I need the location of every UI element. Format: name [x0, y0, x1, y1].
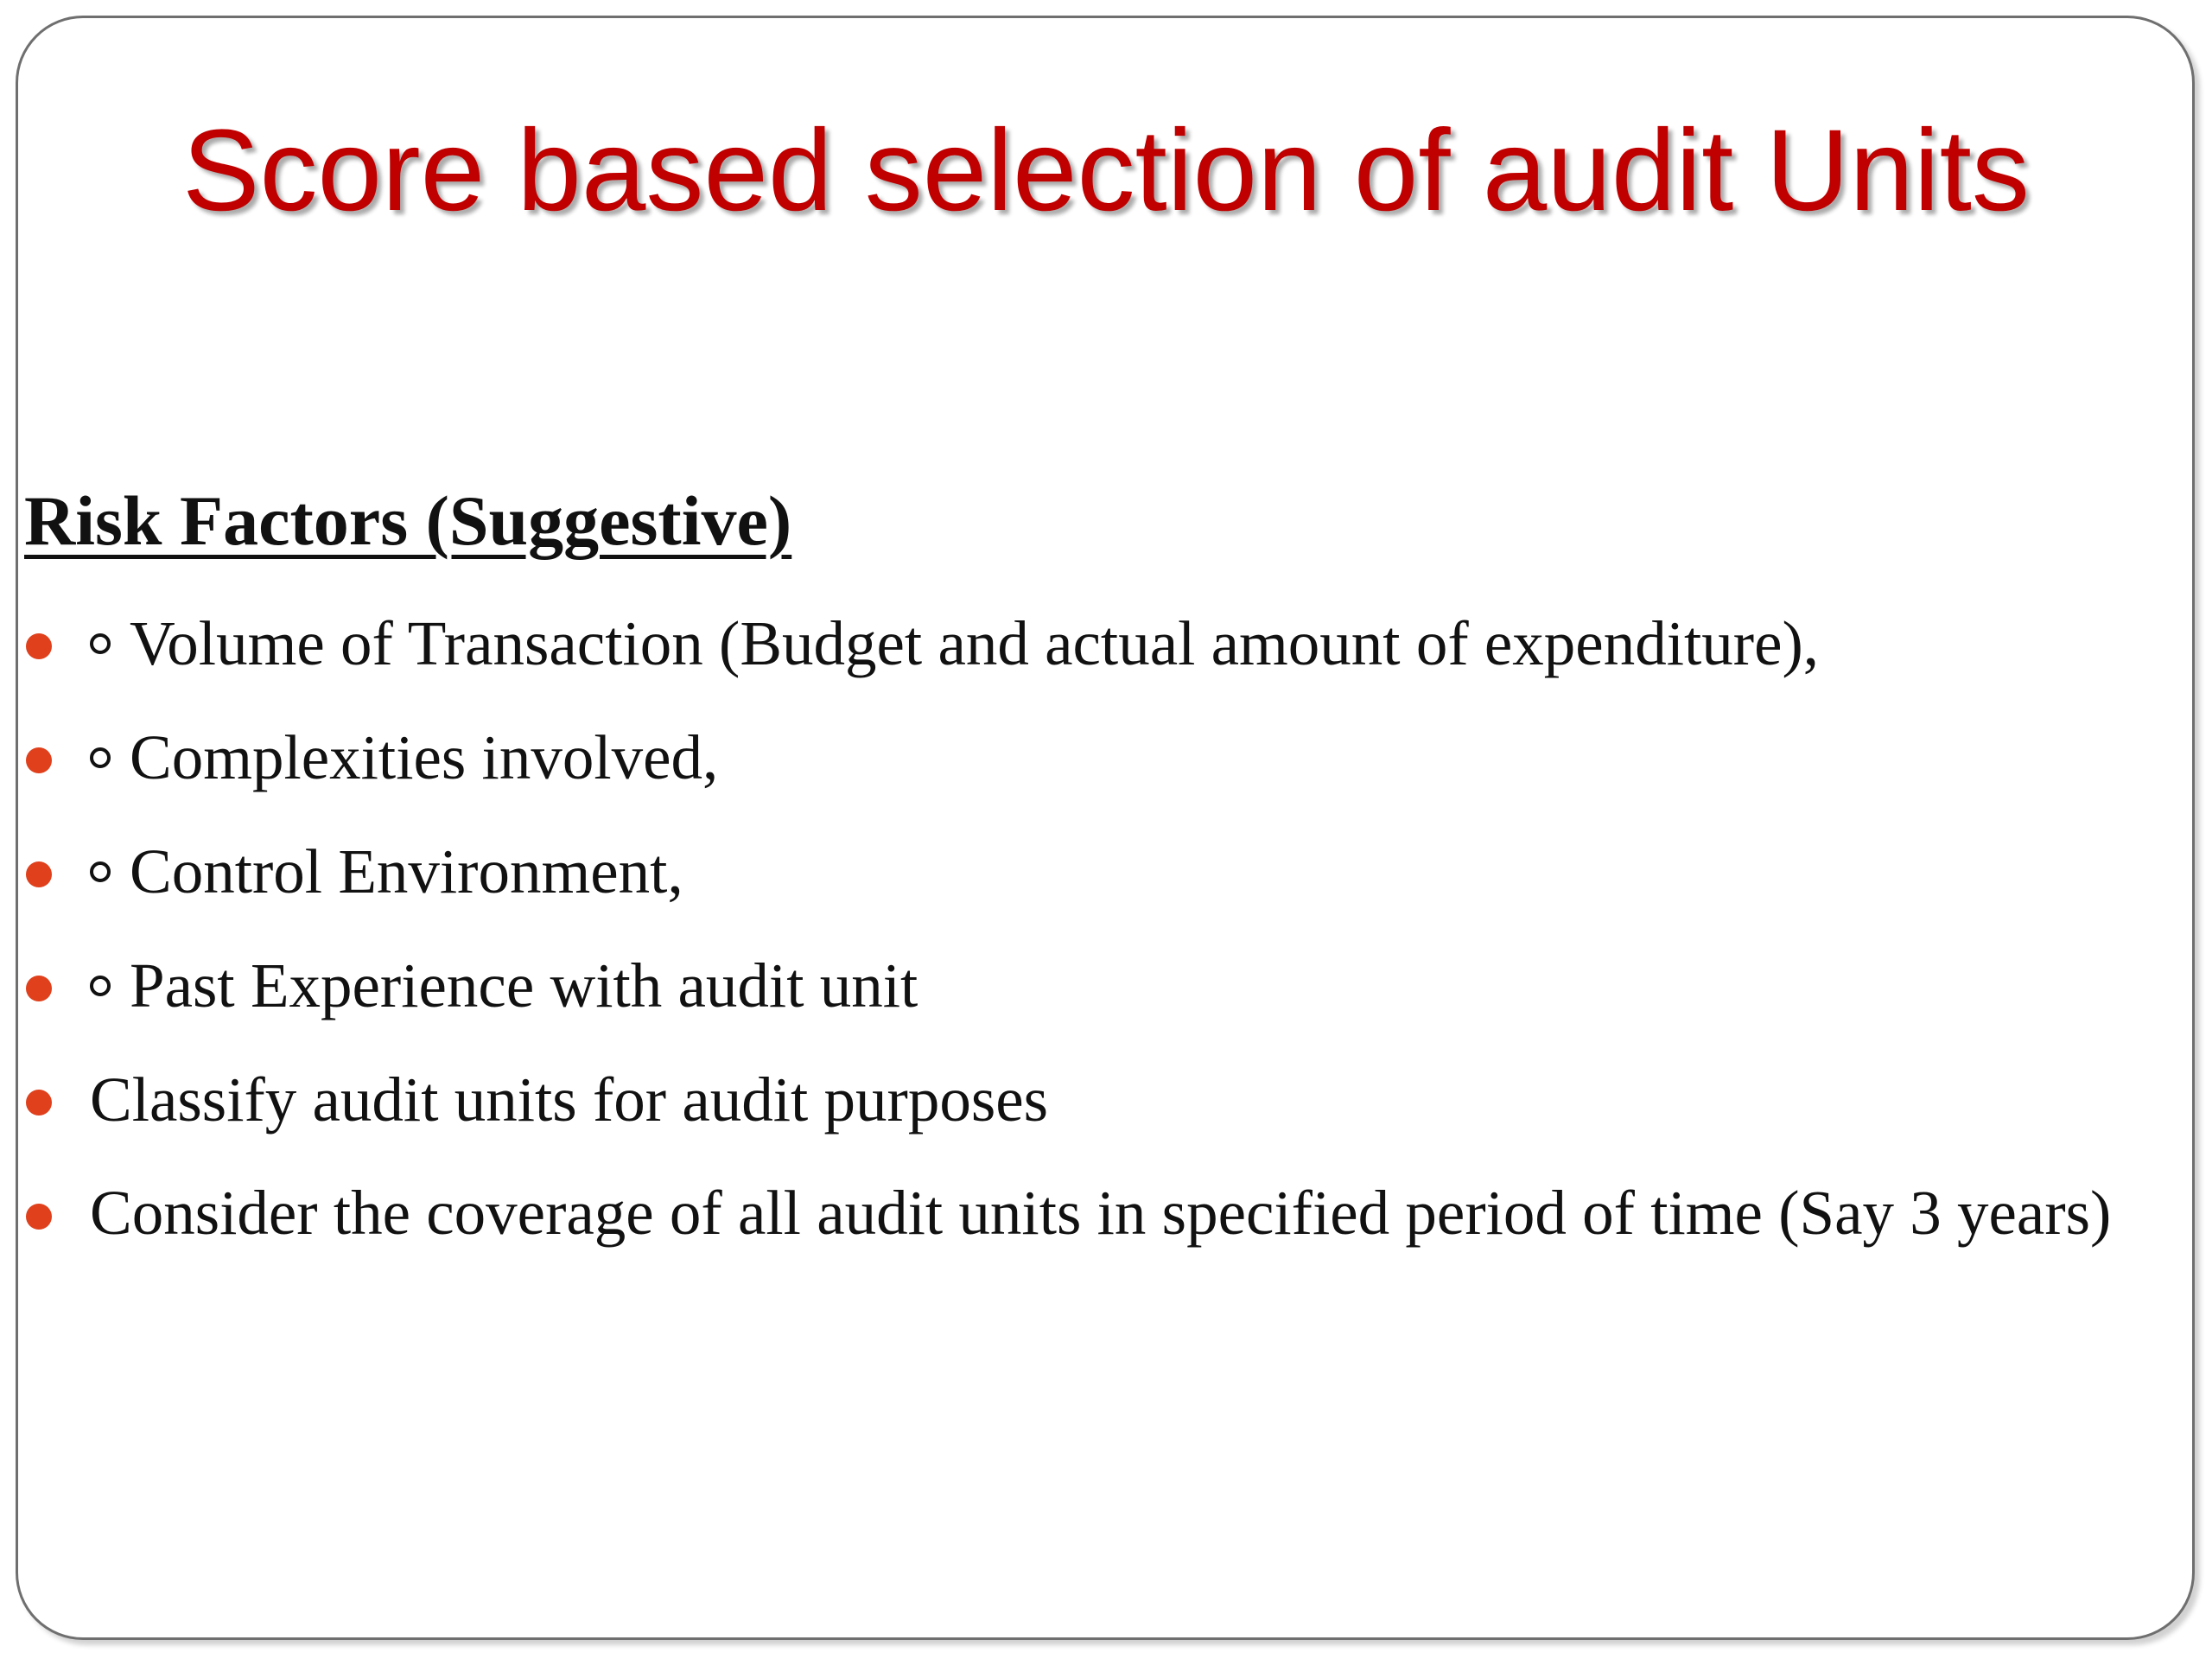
bullet-item-coverage [24, 1166, 2158, 1260]
bullet-dot-icon [26, 976, 52, 1001]
hollow-circle-icon [90, 747, 111, 768]
bullet-item-complexities [24, 710, 2158, 805]
bullet-text: Consider the coverage of all audit units in specified period of time (Say 3 years) [90, 1178, 2112, 1248]
bullet-dot-icon [26, 1090, 52, 1116]
bullet-dot-icon [26, 861, 52, 887]
bullet-text: Complexities involved, [130, 722, 719, 792]
hollow-circle-icon [90, 861, 111, 882]
slide-title: Score based selection of audit Units [182, 106, 2030, 235]
bullet-dot-icon [26, 747, 52, 773]
bullet-dot-icon [26, 1204, 52, 1230]
bullet-dot-icon [26, 633, 52, 659]
bullet-item-control-environment [24, 824, 2158, 919]
bullet-text: Volume of Transaction (Budget and actual amount of expenditure), [130, 608, 1820, 678]
bullet-text: Control Environment, [130, 836, 683, 906]
risk-factors-heading: Risk Factors (Suggestive) [24, 481, 792, 560]
bullet-item-past-experience [24, 938, 2158, 1033]
hollow-circle-icon [90, 976, 111, 996]
hollow-circle-icon [90, 633, 111, 654]
bullet-item-classify [24, 1052, 2158, 1147]
bullet-text: Classify audit units for audit purposes [90, 1065, 1049, 1135]
bullet-list [24, 596, 2158, 1279]
bullet-item-volume [24, 596, 2158, 691]
bullet-text: Past Experience with audit unit [130, 950, 918, 1020]
